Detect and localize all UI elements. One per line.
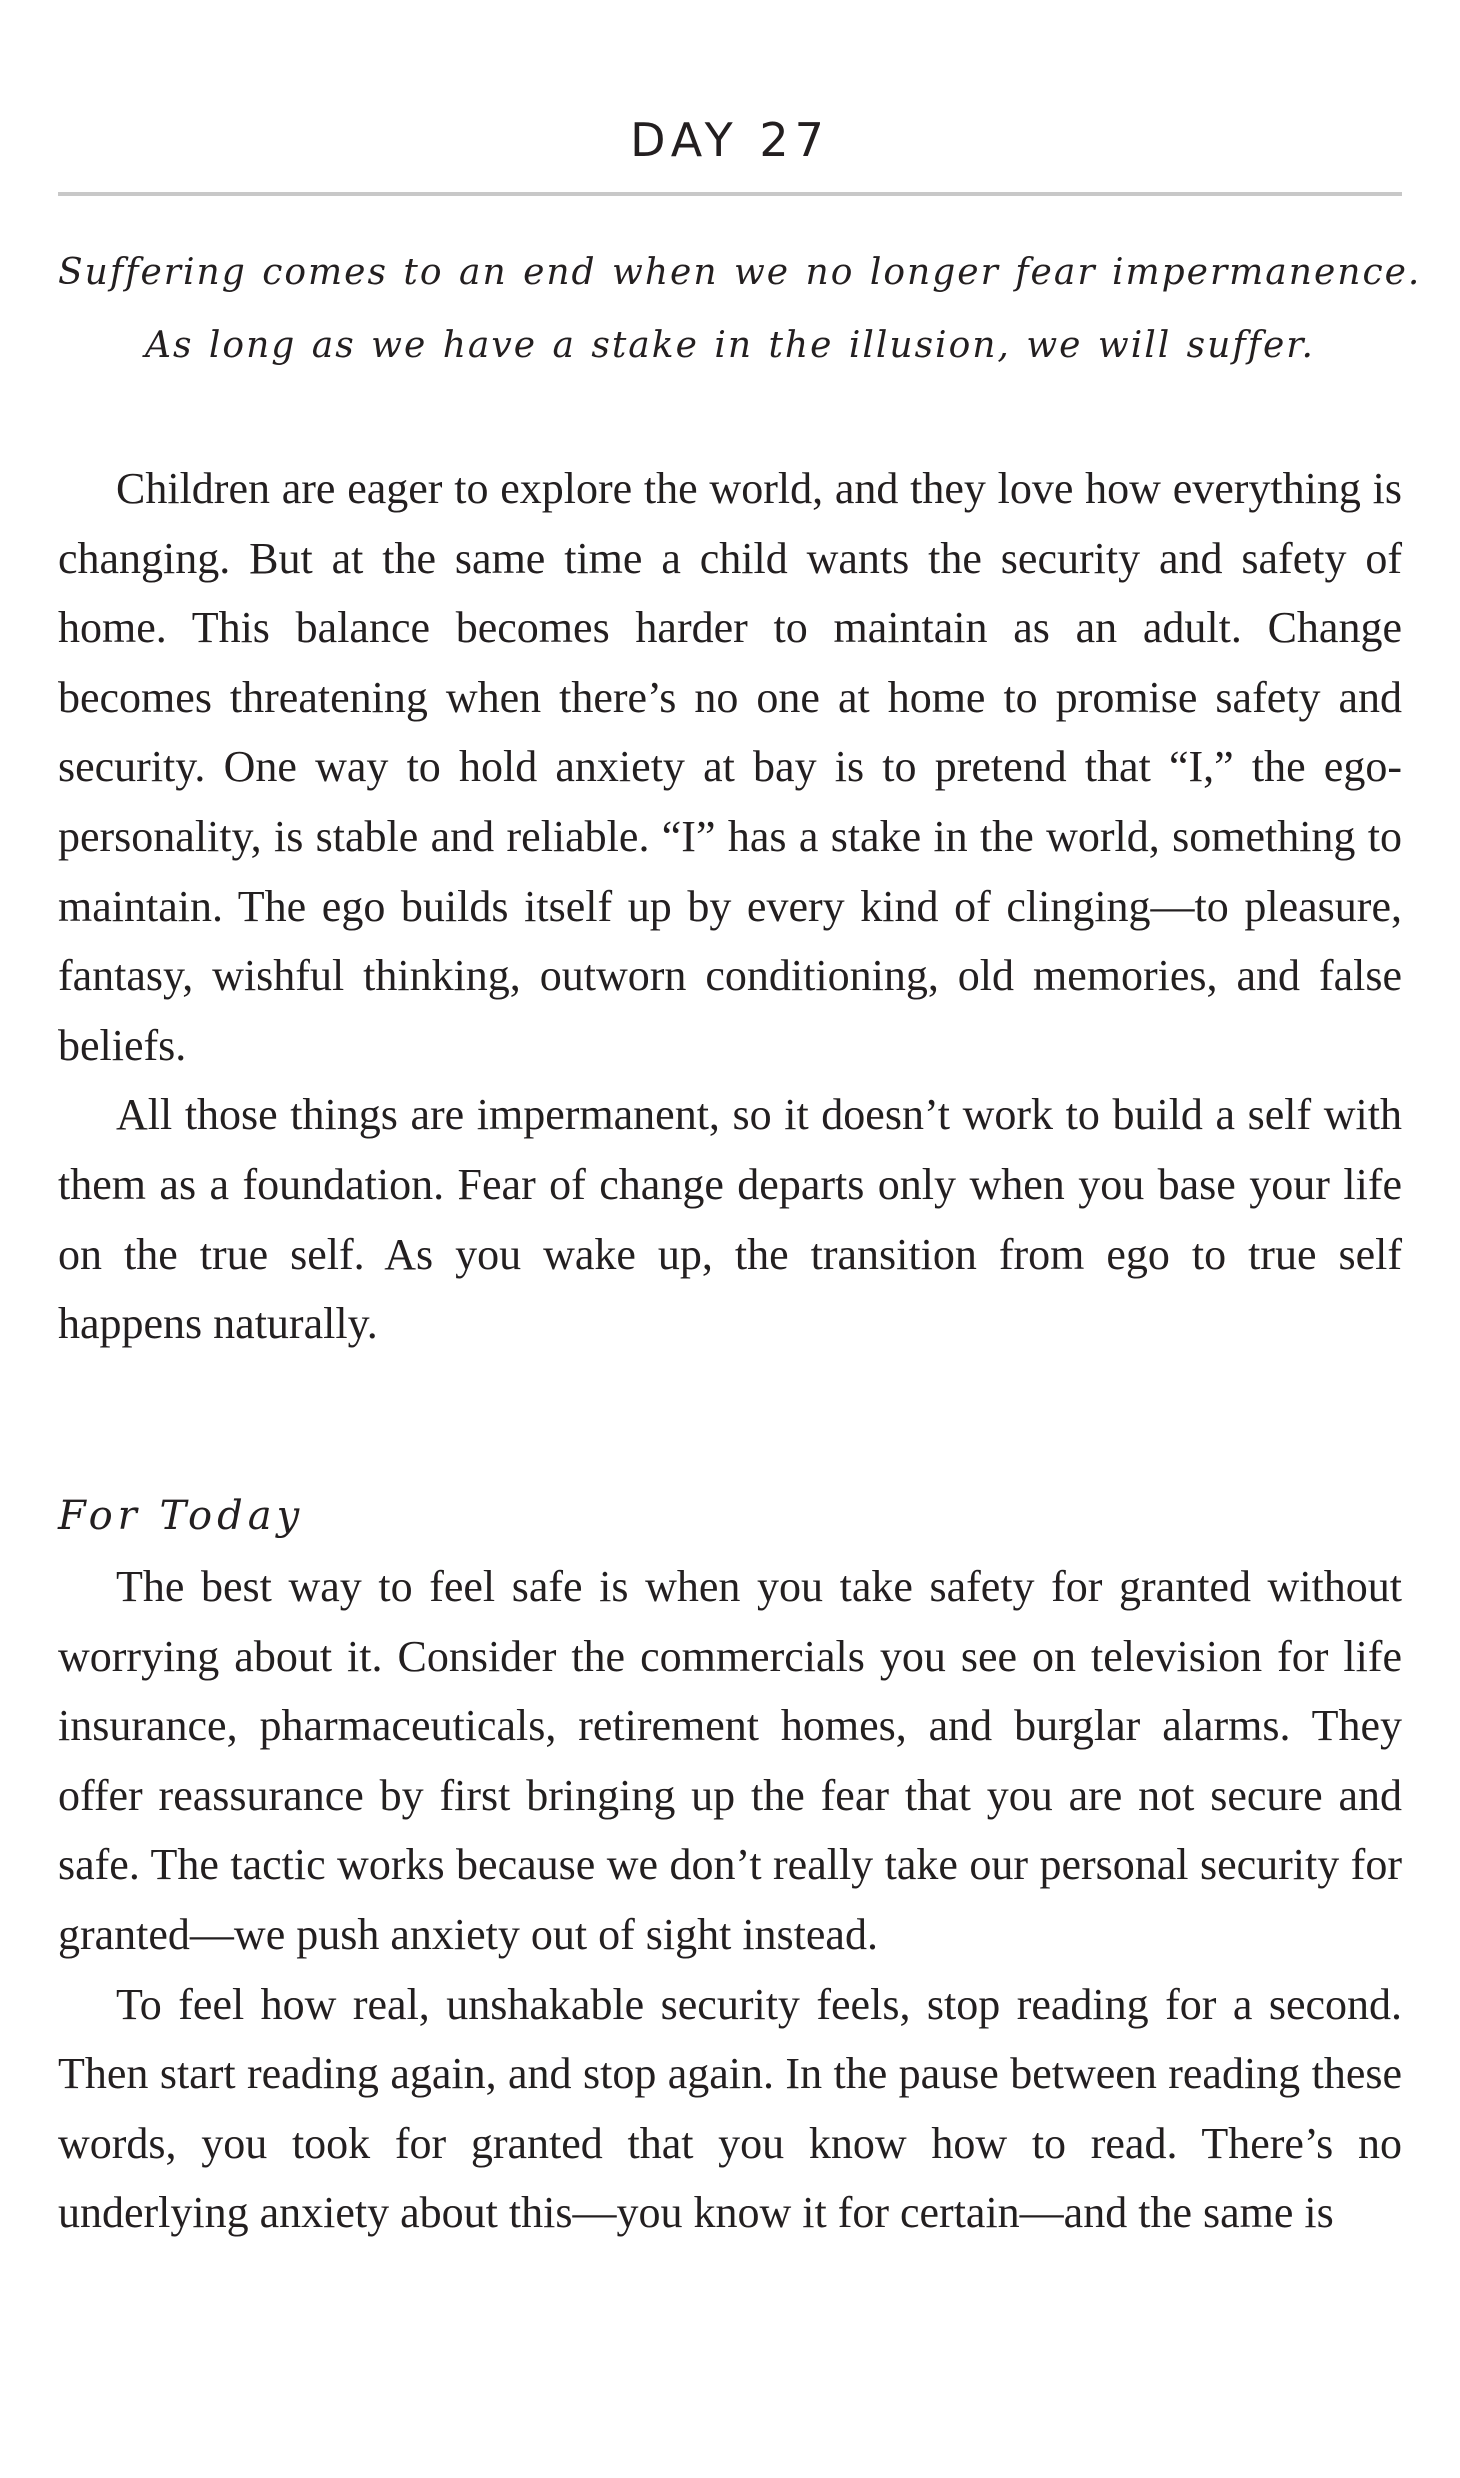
for-today-paragraph-2: To feel how real, unshakable security feels, stop reading for a second. Then start reading again, and stop again. In the pause between reading these words, you took for granted that you know how to read. There’s no underlying anxiety about this—you know it for certain—and the same is bbox=[58, 1979, 1402, 2238]
main-paragraph-2: All those things are impermanent, so it doesn’t work to build a self with them as a foundation. Fear of change departs only when you base your life on the true self. As you wake up, the transition from ego to true self happens naturally. bbox=[58, 1090, 1402, 1349]
main-text bbox=[58, 454, 1402, 1359]
for-today-heading: For Today bbox=[58, 1493, 305, 1539]
epigraph bbox=[58, 236, 1422, 382]
day-heading: DAY 27 bbox=[630, 113, 830, 167]
main-paragraph-1: Children are eager to explore the world, and they love how everything is changing. But at the same time a child wants the security and safety of home. This balance becomes harder to maintain as an adult. Change becomes threatening when there’s no one at home to promise safety and security. One way to hold anxiety at bay is to pretend that “I,” the ego-personality, is stable and reliable. “I” has a stake in the world, something to maintain. The ego builds itself up by every kind of clinging—to pleasure, fantasy, wishful thinking, outworn conditioning, old memories, and false beliefs. bbox=[58, 464, 1402, 1070]
epigraph-line-1: Suffering comes to an end when we no longer fear impermanence. bbox=[58, 252, 1422, 293]
epigraph-line-2: As long as we have a stake in the illusion, we will suffer. bbox=[144, 325, 1315, 366]
heading-divider bbox=[58, 192, 1402, 196]
for-today-paragraph-1: The best way to feel safe is when you take safety for granted without worrying about it. Consider the commercials you see on television for life insurance, pharmaceuticals, retirement homes, and burglar alarms. They offer reassurance by first bringing up the fear that you are not secure and safe. The tactic works because we don’t really take our personal security for granted—we push anxiety out of sight instead. bbox=[58, 1562, 1402, 1959]
for-today-text bbox=[58, 1552, 1402, 2248]
